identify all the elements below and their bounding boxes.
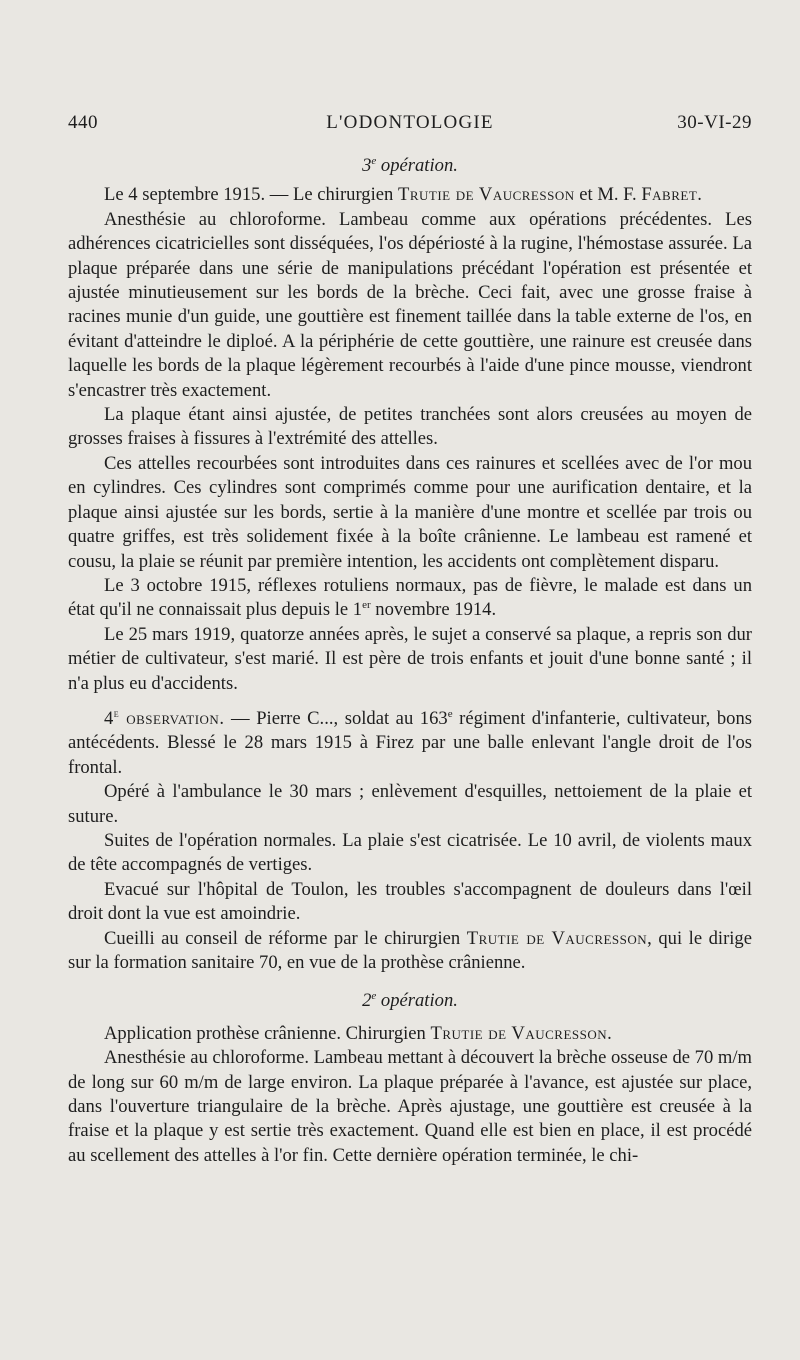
paragraph: Ces attelles recourbées sont introduites dans ces rainures et scellées avec de l'or mou en cylindres. Ces cylindres sont comprimés comme pour une aurification dentaire, et la plaque ainsi ajustée sur les bords, sertie à la manière d'une montre et scellée par trois ou quatre griffes, est très solidement fixée à la boîte crânienne. Le lambeau est ramené et cousu, la plaie se réunit par première intention, les accidents ont complètement disparu.: [68, 452, 752, 572]
paragraph: Suites de l'opération normales. La plaie s'est cicatrisée. Le 10 avril, de violents maux de tête accompagnés de vertiges.: [68, 829, 752, 876]
paragraph: Cueilli au conseil de réforme par le chirurgien Trutie de Vaucresson, qui le dirige sur la formation sanitaire 70, en vue de la prothèse crânienne.: [68, 927, 752, 973]
paragraph: La plaque étant ainsi ajustée, de petites tranchées sont alors creusées au moyen de grosses fraises à fissures à l'extrémité des attelles.: [68, 404, 752, 450]
section-heading-2e-operation: 2e opération.: [362, 990, 458, 1012]
observation-paragraph: 4e observation. — Pierre C..., soldat au 163e régiment d'infanterie, cultivateur, bons antécédents. Blessé le 28 mars 1915 à Firez par une balle enlevant l'angle droit de l'os frontal.: [68, 707, 752, 778]
issue-date: 30-VI-29: [677, 112, 752, 133]
page-body: [68, 150, 752, 1168]
paragraph: Opéré à l'ambulance le 30 mars ; enlèvement d'esquilles, nettoiement de la plaie et suture.: [68, 781, 752, 827]
paragraph: Le 4 septembre 1915. — Le chirurgien Trutie de Vaucresson et M. F. Fabret.: [104, 184, 702, 206]
paragraph: Anesthésie au chloroforme. Lambeau comme aux opérations précédentes. Les adhérences cicatricielles sont disséquées, l'os dépériosté à la rugine, l'hémostase assurée. La plaque préparée dans une série de manipulations précédant l'opération est présentée et ajustée minutieusement sur les bords de la brèche. Ceci fait, avec une grosse fraise à racines munie d'un guide, une gouttière est finement taillée dans la table externe de l'os, en évitant d'atteindre le diploé. A la périphérie de cette gouttière, une rainure est creusée dans laquelle les bords de la plaque légèrement recourbés à l'aide d'une pince mousse, viendront s'encastrer très exactement.: [68, 208, 752, 401]
paragraph: Le 25 mars 1919, quatorze années après, le sujet a conservé sa plaque, a repris son dur métier de cultivateur, s'est marié. Il est père de trois enfants et jouit d'une bonne santé ; il n'a plus eu d'accidents.: [68, 623, 752, 694]
observation-label: 4e observation.: [104, 707, 225, 729]
section-heading-3e-operation: 3e opération.: [362, 154, 458, 176]
paragraph: Anesthésie au chloroforme. Lambeau mettant à découvert la brèche osseuse de 70 m/m de long sur 60 m/m de large environ. La plaque préparée à l'avance, est ajustée sur place, dans l'ouverture triangulaire de la brèche. Après ajustage, une gouttière est creusée à la fraise et la plaque y est sertie très exactement. Quand elle est bien en place, il est procédé au scellement des attelles à l'or fin. Cette dernière opération terminée, le chi-: [68, 1047, 752, 1166]
journal-title: L'ODONTOLOGIE: [326, 112, 494, 133]
page-number: 440: [68, 112, 98, 133]
paragraph: Application prothèse crânienne. Chirurgien Trutie de Vaucresson.: [104, 1022, 612, 1044]
paragraph: Evacué sur l'hôpital de Toulon, les troubles s'accompagnent de douleurs dans l'œil droit dont la vue est amoindrie.: [68, 878, 752, 925]
paragraph: Le 3 octobre 1915, réflexes rotuliens normaux, pas de fièvre, le malade est dans un état qu'il ne connaissait plus depuis le 1er novembre 1914.: [68, 574, 752, 621]
running-header: [68, 112, 752, 142]
